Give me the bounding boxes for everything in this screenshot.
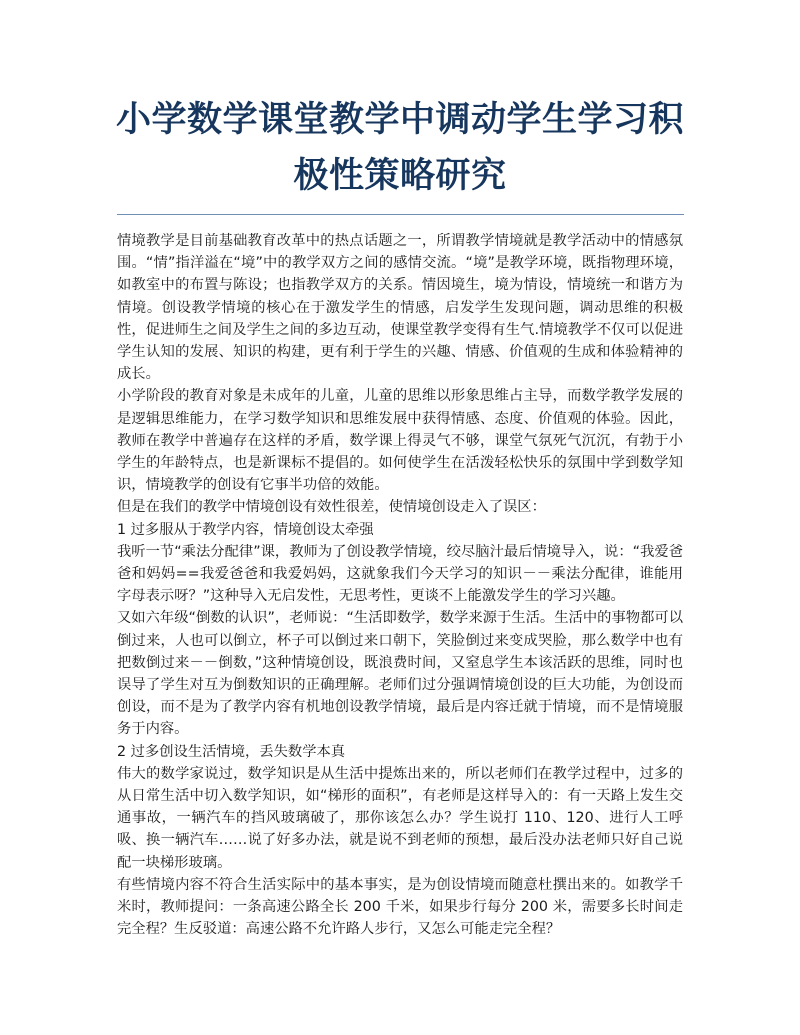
section-heading: 2 过多创设生活情境，丢失数学本真 — [117, 743, 346, 760]
paragraph: 小学阶段的教育对象是未成年的儿童，儿童的思维以形象思维占主导，而数学教学发展的是逻辑思维能力，在学习数学知识和思维发展中获得情感、态度、价值观的体验。因此，教师在教学中普遍存在这样的矛盾，数学课上得灵气不够，课堂气氛死气沉沉，有勃于小学生的年龄特点，也是新课标不提倡的。如何使学生在活泼轻松快乐的氛围中学到数学知识，情境教学的创设有它事半功倍的效能。 — [117, 388, 683, 494]
section-heading: 1 过多服从于教学内容，情境创设太牵强 — [117, 521, 374, 538]
paragraph: 伟大的数学家说过，数学知识是从生活中提炼出来的，所以老师们在教学过程中，过多的从日常生活中切入数学知识，如“梯形的面积”，有老师是这样导入的：有一天路上发生交通事故，一辆汽车的挡风玻璃破了，那你该怎么办？学生说打 110、120、进行人工呼吸、换一辆汽车……说了好多办法，就是说不到老师的预想，最后没办法老师只好自己说配一块梯形玻璃。 — [117, 765, 683, 871]
paragraph: 又如六年级“倒数的认识”，老师说：“生活即数学，数学来源于生活。生活中的事物都可以倒过来，人也可以倒立，杯子可以倒过来口朝下，笑脸倒过来变成哭脸，那么数学中也有把数倒过来－－倒数，”这种情境创设，既浪费时间，又窒息学生本该活跃的思维，同时也误导了学生对互为倒数知识的正确理解。老师们过分强调情境创设的巨大功能，为创设而创设，而不是为了教学内容有机地创设教学情境，最后是内容迁就于情境，而不是情境服务于内容。 — [117, 610, 683, 738]
paragraph: 但是在我们的教学中情境创设有效性很差，使情境创设走入了误区： — [117, 499, 546, 516]
title-line-1: 小学数学课堂教学中调动学生学习积 — [115, 100, 684, 140]
title-line-2: 极性策略研究 — [293, 156, 507, 196]
paragraph: 我听一节“乘法分配律”课，教师为了创设教学情境，绞尽脑汁最后情境导入，说：“我爱爸爸和妈妈==我爱爸爸和我爱妈妈，这就象我们今天学习的知识－－乘法分配律，谁能用字母表示呀？”这种导入无启发性，无思考性，更谈不上能激发学生的学习兴趣。 — [117, 543, 683, 605]
paragraph: 有些情境内容不符合生活实际中的基本事实，是为创设情境而随意杜撰出来的。如教学千米时，教师提问：一条高速公路全长 200 千米，如果步行每分 200 米，需要多长时间走完全程？生反驳道：高速公路不允许路人步行，又怎么可能走完全程？ — [117, 876, 683, 938]
document-body — [117, 230, 683, 941]
title-divider — [117, 214, 684, 215]
paragraph: 情境教学是目前基础教育改革中的热点话题之一，所谓教学情境就是教学活动中的情感氛围。“情”指洋溢在“境”中的教学双方之间的感情交流。“境”是教学环境，既指物理环境，如教室中的布置与陈设；也指教学双方的关系。情因境生，境为情设，情境统一和谐方为情境。创设教学情境的核心在于激发学生的情感，启发学生发现问题，调动思维的积极性，促进师生之间及学生之间的多边互动，使课堂教学变得有生气.情境教学不仅可以促进学生认知的发展、知识的构建，更有利于学生的兴趣、情感、价值观的生成和体验精神的成长。 — [117, 233, 683, 383]
document-title — [96, 92, 704, 204]
